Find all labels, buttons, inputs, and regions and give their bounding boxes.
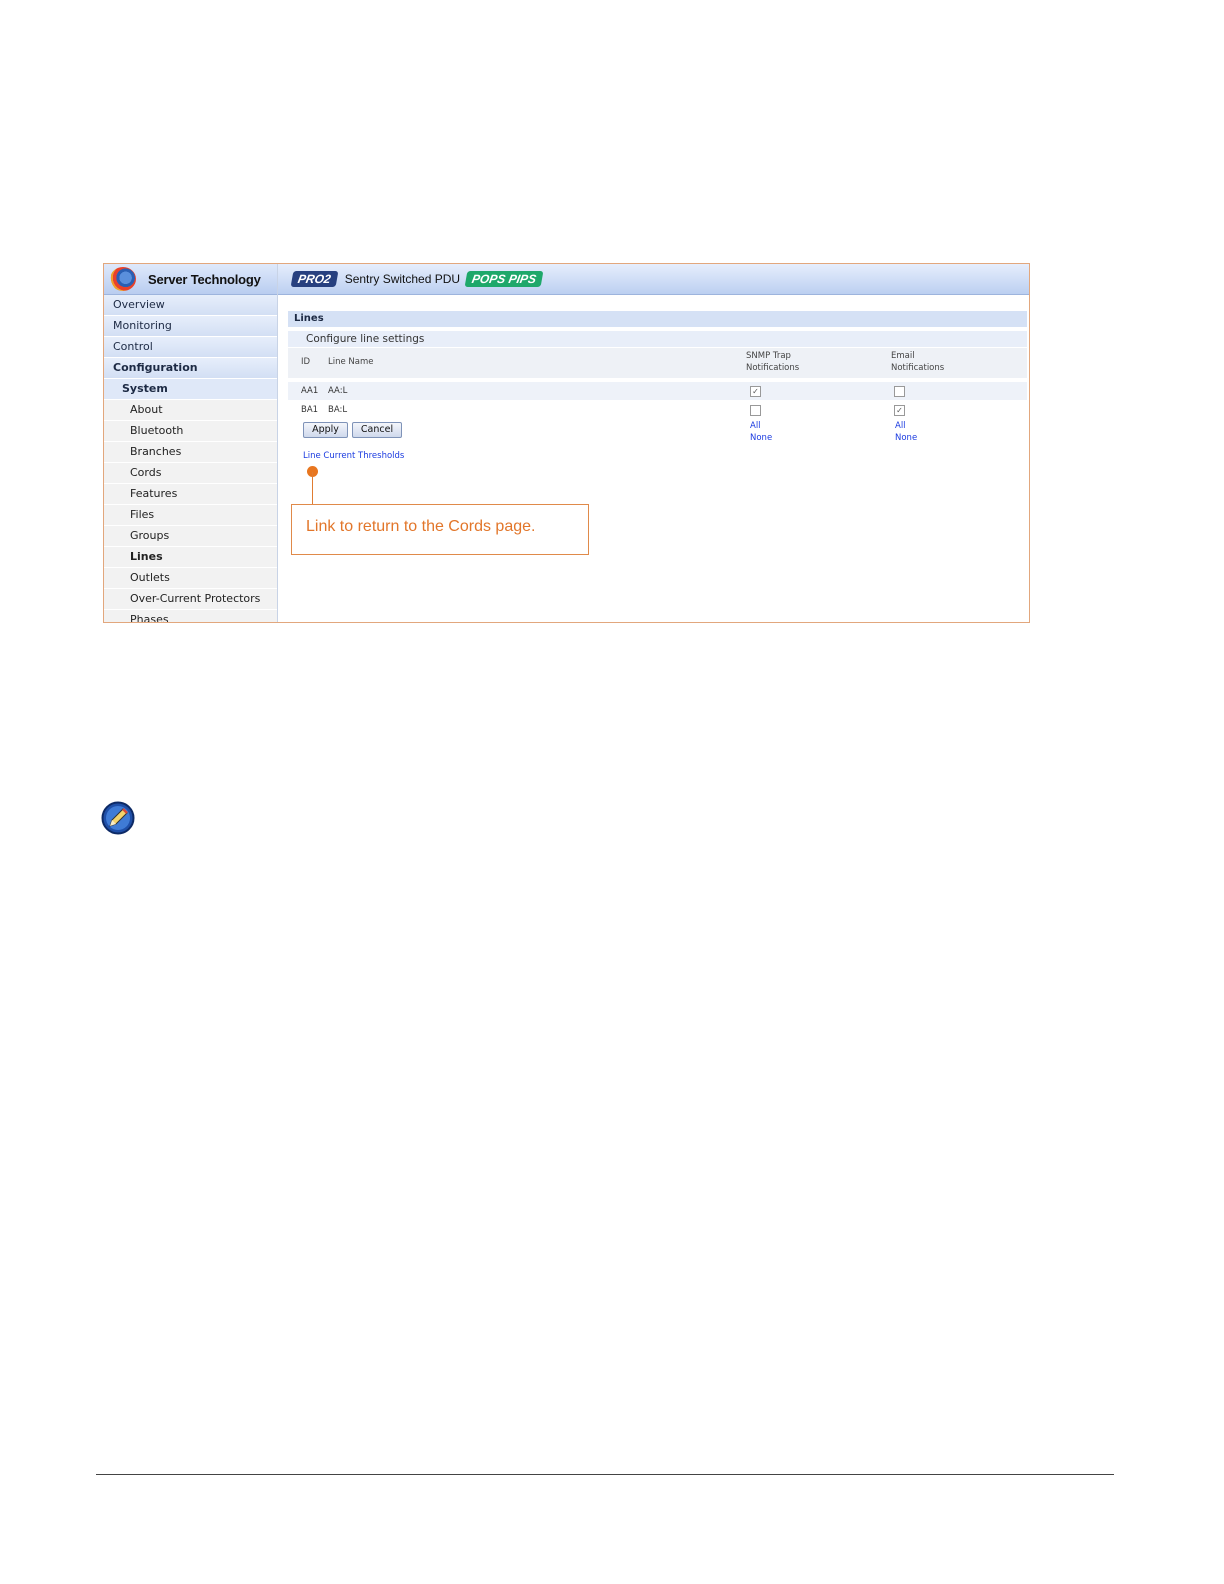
subsection-title: Configure line settings	[288, 331, 1027, 347]
screenshot-frame	[103, 263, 1030, 623]
apply-button[interactable]: Apply	[303, 422, 348, 438]
row-name: BA:L	[328, 405, 348, 415]
callout-box: Link to return to the Cords page.	[291, 504, 589, 555]
product-title: Sentry Switched PDU	[344, 272, 461, 286]
cancel-button[interactable]: Cancel	[352, 422, 402, 438]
table-header	[288, 348, 1027, 378]
row-id: AA1	[301, 386, 319, 396]
nav-system[interactable]: System	[104, 379, 277, 400]
table-row	[288, 401, 1027, 419]
nav-overview[interactable]: Overview	[104, 295, 277, 316]
brand-bar	[104, 264, 277, 295]
nav-bluetooth[interactable]: Bluetooth	[104, 421, 277, 442]
nav-files[interactable]: Files	[104, 505, 277, 526]
callout-line	[312, 472, 313, 506]
row-id: BA1	[301, 405, 319, 415]
note-pencil-icon	[101, 801, 135, 835]
snmp-select-none-link[interactable]: None	[750, 433, 773, 443]
col-snmp-line2: Notifications	[746, 363, 800, 373]
snmp-select-all-link[interactable]: All	[750, 421, 761, 431]
brand-name: Server Technology	[148, 271, 261, 287]
nav-configuration[interactable]: Configuration	[104, 358, 277, 379]
nav-features[interactable]: Features	[104, 484, 277, 505]
section-title: Lines	[288, 311, 1027, 327]
server-technology-logo-icon	[110, 267, 136, 291]
snmp-checkbox[interactable]	[750, 405, 761, 416]
nav-groups[interactable]: Groups	[104, 526, 277, 547]
col-snmp-line1: SNMP Trap	[746, 351, 791, 361]
nav-over-current-protectors[interactable]: Over-Current Protectors	[104, 589, 277, 610]
email-select-none-link[interactable]: None	[895, 433, 918, 443]
table-row	[288, 382, 1027, 400]
nav-cords[interactable]: Cords	[104, 463, 277, 484]
snmp-checkbox[interactable]: ✓	[750, 386, 761, 397]
col-email-line2: Notifications	[891, 363, 945, 373]
pro2-badge: PRO2	[291, 271, 339, 287]
pops-pips-badge: POPS PIPS	[465, 271, 544, 287]
email-select-all-link[interactable]: All	[895, 421, 906, 431]
col-id: ID	[301, 357, 311, 367]
nav-phases[interactable]: Phases	[104, 610, 277, 623]
nav-lines[interactable]: Lines	[104, 547, 277, 568]
nav-monitoring[interactable]: Monitoring	[104, 316, 277, 337]
nav-control[interactable]: Control	[104, 337, 277, 358]
col-line-name: Line Name	[328, 357, 374, 367]
row-name: AA:L	[328, 386, 348, 396]
email-checkbox[interactable]	[894, 386, 905, 397]
main-content	[278, 295, 1029, 622]
product-header	[278, 264, 1029, 295]
col-email-line1: Email	[891, 351, 915, 361]
nav-about[interactable]: About	[104, 400, 277, 421]
email-checkbox[interactable]: ✓	[894, 405, 905, 416]
sidebar	[104, 264, 278, 622]
nav-outlets[interactable]: Outlets	[104, 568, 277, 589]
nav-branches[interactable]: Branches	[104, 442, 277, 463]
line-current-thresholds-link[interactable]: Line Current Thresholds	[303, 451, 405, 461]
footer-rule	[96, 1474, 1114, 1475]
